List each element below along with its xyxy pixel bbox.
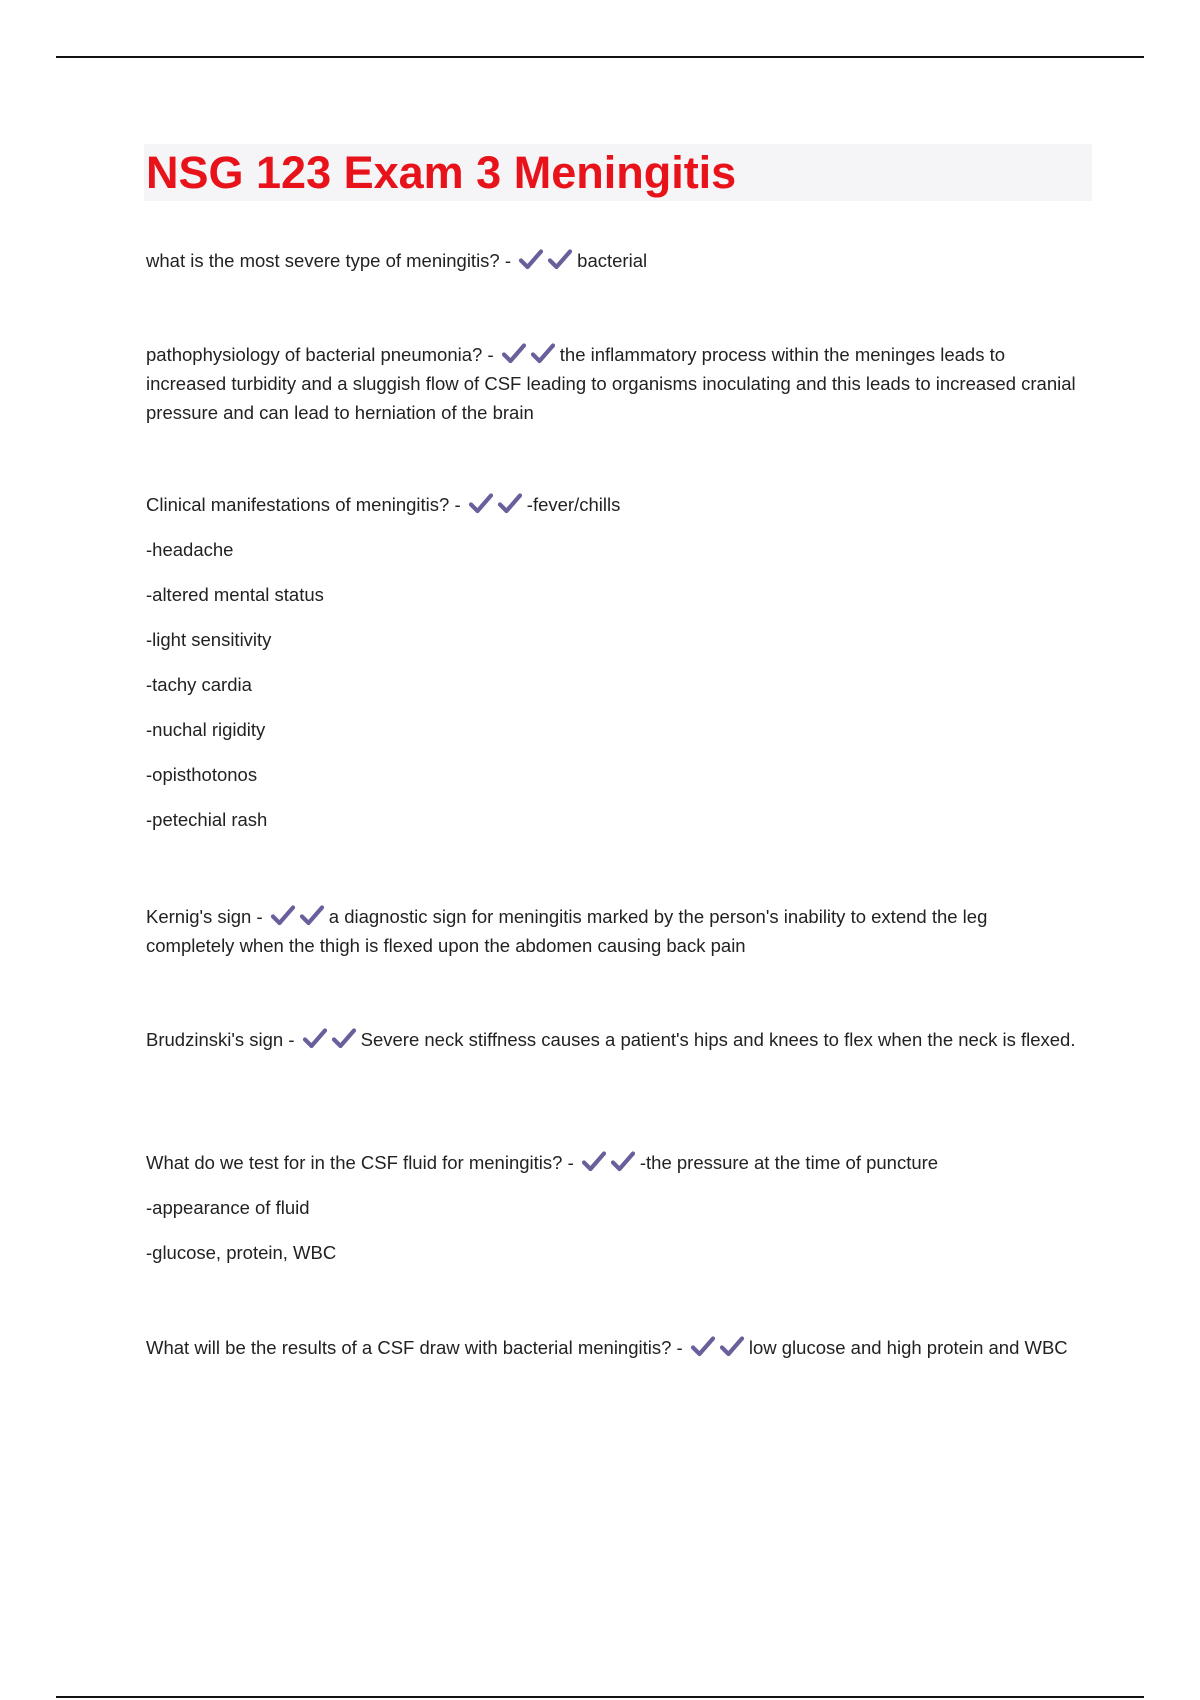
answer-list-item: -glucose, protein, WBC [146, 1242, 337, 1263]
answer-text: -the pressure at the time of puncture [639, 1152, 939, 1173]
check-icon [518, 248, 544, 270]
question-text: What will be the results of a CSF draw with bacterial meningitis? - [146, 1337, 683, 1358]
qa-item [146, 340, 1076, 427]
question-text: Brudzinski's sign - [146, 1029, 295, 1050]
question-text: Clinical manifestations of meningitis? - [146, 494, 461, 515]
qa-item [146, 246, 1076, 275]
check-icon [468, 492, 494, 514]
check-icon [610, 1150, 636, 1172]
check-icon [497, 492, 523, 514]
answer-text: bacterial [577, 250, 648, 271]
answer-text: Severe neck stiffness causes a patient's hips and knees to flex when the neck is flexed. [360, 1029, 1076, 1050]
check-icon [501, 342, 527, 364]
check-marks [302, 1027, 357, 1049]
answer-list-item: -altered mental status [146, 584, 324, 605]
answer-list-item: -appearance of fluid [146, 1197, 310, 1218]
check-marks [468, 492, 523, 514]
top-rule [56, 56, 1144, 58]
answer-list-item: -tachy cardia [146, 674, 252, 695]
qa-line [146, 1025, 1076, 1054]
qa-line [146, 1148, 1076, 1177]
answer-list-item: -nuchal rigidity [146, 719, 266, 740]
check-marks [501, 342, 556, 364]
question-text: pathophysiology of bacterial pneumonia? - [146, 344, 494, 365]
answer-text: -fever/chills [526, 494, 621, 515]
answer-text: a diagnostic sign for meningitis marked by the person's inability to extend the leg completely when the thigh is flexed upon the abdomen causing back pain [146, 906, 988, 956]
check-icon [331, 1027, 357, 1049]
qa-line [146, 902, 1076, 960]
check-marks [270, 904, 325, 926]
qa-item [146, 490, 1076, 834]
qa-line [146, 1333, 1076, 1362]
qa-line [146, 246, 1076, 275]
question-text: What do we test for in the CSF fluid for meningitis? - [146, 1152, 574, 1173]
answer-text: low glucose and high protein and WBC [748, 1337, 1068, 1358]
check-icon [299, 904, 325, 926]
qa-item [146, 902, 1076, 960]
question-text: Kernig's sign - [146, 906, 263, 927]
check-icon [690, 1335, 716, 1357]
qa-item [146, 1333, 1076, 1362]
answer-list-item: -light sensitivity [146, 629, 272, 650]
qa-item [146, 1025, 1076, 1054]
answer-list-item: -headache [146, 539, 234, 560]
check-icon [719, 1335, 745, 1357]
check-icon [547, 248, 573, 270]
answer-list-item: -opisthotonos [146, 764, 258, 785]
qa-line [146, 490, 1076, 519]
bottom-rule [56, 1696, 1144, 1698]
check-marks [518, 248, 573, 270]
check-icon [302, 1027, 328, 1049]
qa-item [146, 1148, 1076, 1267]
qa-line [146, 340, 1076, 427]
question-text: what is the most severe type of meningitis? - [146, 250, 512, 271]
answer-list-item: -petechial rash [146, 809, 268, 830]
check-marks [690, 1335, 745, 1357]
check-icon [581, 1150, 607, 1172]
check-icon [270, 904, 296, 926]
answer-text: the inflammatory process within the meninges leads to increased turbidity and a sluggish flow of CSF leading to organisms inoculating and this leads to increased cranial pressure and can lead to herniation of the brain [146, 344, 1076, 423]
check-icon [530, 342, 556, 364]
check-marks [581, 1150, 636, 1172]
page-title: NSG 123 Exam 3 Meningitis [146, 147, 737, 198]
